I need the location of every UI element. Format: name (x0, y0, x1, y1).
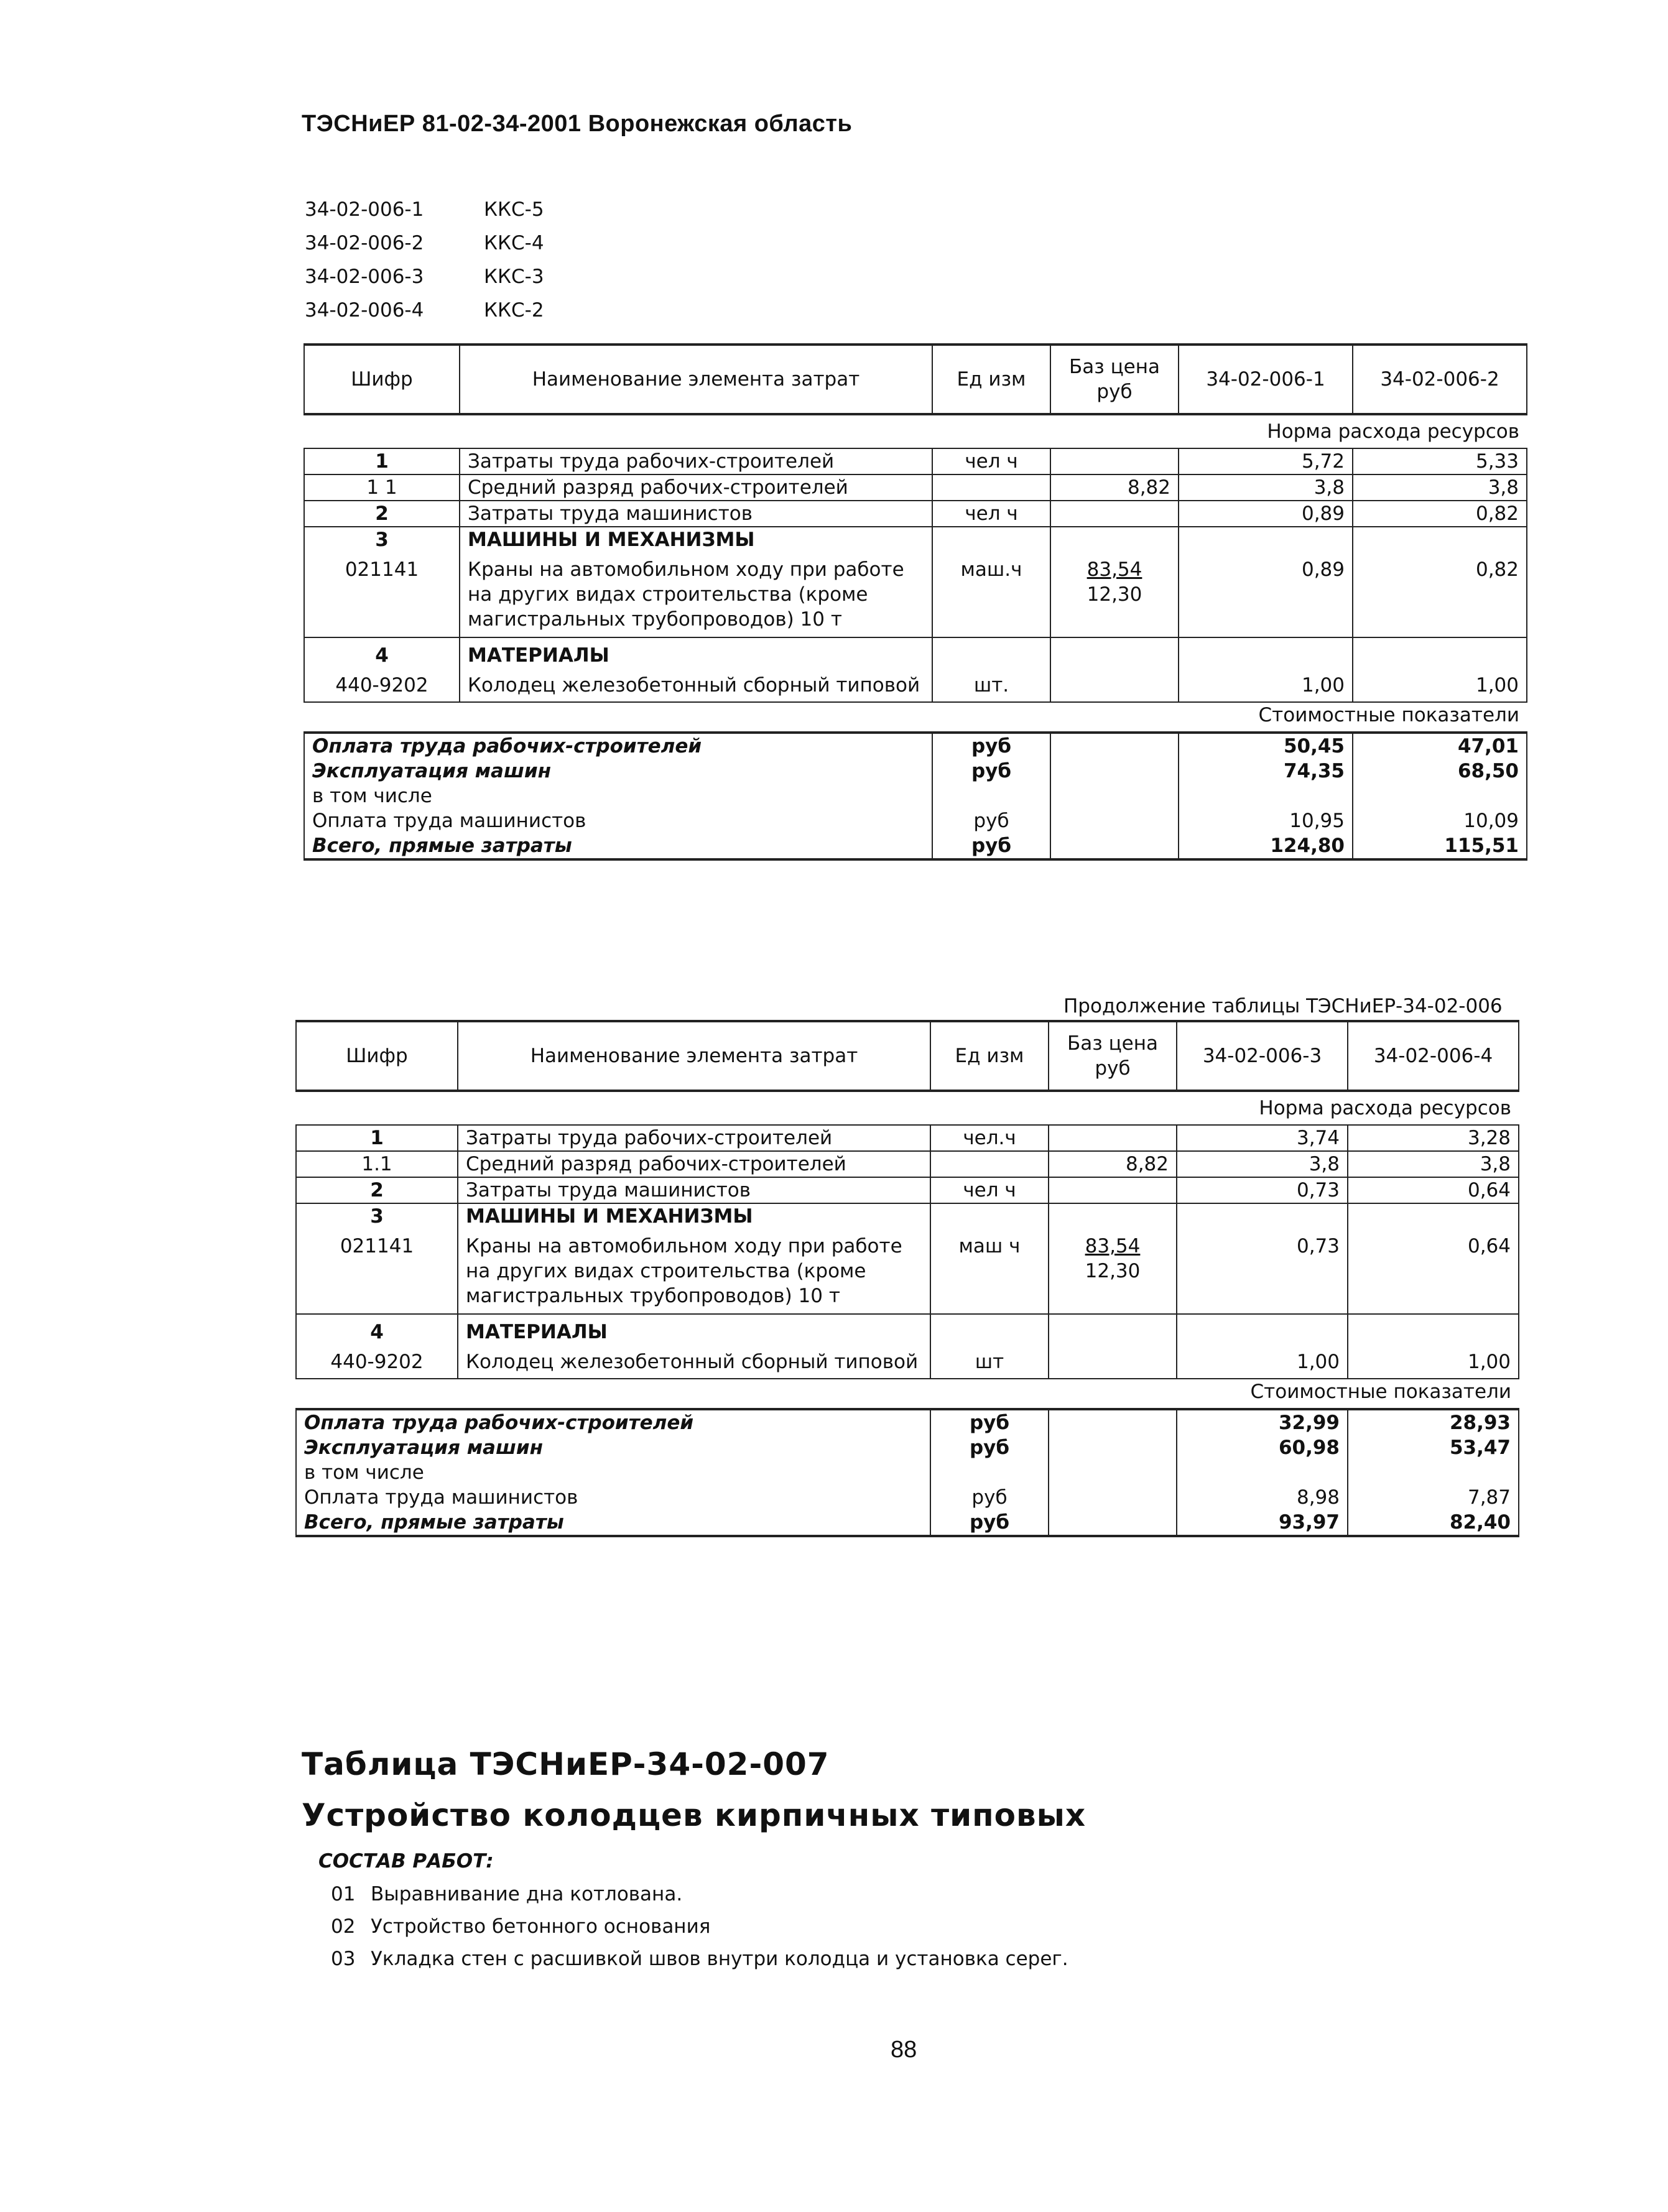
cost-unit: руб (932, 759, 1050, 784)
row-price (1050, 501, 1179, 527)
row-price (1049, 1344, 1177, 1379)
table-row (296, 1177, 1519, 1203)
resource-table-2 (295, 1020, 1519, 1537)
cost-name: Всего, прямые затраты (296, 1510, 930, 1536)
row-unit (930, 1151, 1049, 1177)
table-row (304, 552, 1527, 637)
empty-cell (1049, 1460, 1177, 1485)
header-col1: 34-02-006-3 (1177, 1021, 1348, 1091)
table-section-row (304, 637, 1527, 668)
cost-label: Стоимостные показатели (304, 702, 1527, 733)
row-name: Затраты труда рабочих-строителей (458, 1125, 930, 1151)
cost-value-1: 32,99 (1177, 1409, 1348, 1435)
empty-cell (1050, 759, 1179, 784)
cost-value-2: 53,47 (1348, 1435, 1519, 1460)
row-value-2: 1,00 (1353, 668, 1527, 702)
row-value-1: 0,73 (1177, 1177, 1348, 1203)
row-name: Колодец железобетонный сборный типовой (460, 668, 932, 702)
header-price (1049, 1021, 1177, 1091)
empty-cell (932, 637, 1050, 668)
section-subtitle: Устройство колодцев кирпичных типовых (302, 1797, 1087, 1833)
row-cipher: 4 (296, 1314, 458, 1344)
table-section-row (296, 1314, 1519, 1344)
row-unit: шт. (932, 668, 1050, 702)
row-name: Затраты труда машинистов (458, 1177, 930, 1203)
row-cipher: 1 (304, 448, 460, 474)
empty-cell (1348, 1203, 1519, 1229)
cost-name: Всего, прямые затраты (304, 833, 932, 859)
cost-label: Стоимостные показатели (296, 1379, 1519, 1409)
row-cipher: 021141 (296, 1229, 458, 1314)
table-title: Таблица ТЭСНиЕР-34-02-007 (302, 1746, 830, 1782)
header-price (1050, 345, 1179, 414)
cost-row (304, 733, 1527, 759)
cost-name: Оплата труда машинистов (304, 808, 932, 833)
empty-cell (1179, 637, 1353, 668)
row-value-2: 0,82 (1353, 552, 1527, 637)
row-value-2: 5,33 (1353, 448, 1527, 474)
row-unit: чел ч (932, 448, 1050, 474)
row-cipher: 4 (304, 637, 460, 668)
cost-row (296, 1485, 1519, 1510)
header-unit: Ед изм (930, 1021, 1049, 1091)
row-name: Затраты труда рабочих-строителей (460, 448, 932, 474)
row-name: Средний разряд рабочих-строителей (458, 1151, 930, 1177)
header-col2: 34-02-006-2 (1353, 345, 1527, 414)
table-row (296, 1125, 1519, 1151)
page-number: 88 (891, 2037, 917, 2063)
code-list-item (305, 193, 544, 226)
work-num: 03 (331, 1948, 356, 1970)
header-price-line1: Баз цена (1068, 356, 1161, 378)
row-section-name: МАТЕРИАЛЫ (460, 637, 932, 668)
empty-cell (1050, 784, 1179, 808)
price-total: 83,54 (1085, 1235, 1141, 1257)
row-value-1: 0,89 (1179, 501, 1353, 527)
row-cipher: 3 (296, 1203, 458, 1229)
cost-value-2: 82,40 (1348, 1510, 1519, 1536)
row-unit: чел.ч (930, 1125, 1049, 1151)
empty-cell (930, 1314, 1049, 1344)
cost-value-1: 50,45 (1179, 733, 1353, 759)
header-name: Наименование элемента затрат (458, 1021, 930, 1091)
row-price (1050, 668, 1179, 702)
work-text: Выравнивание дна котлована. (371, 1883, 683, 1905)
table-row (304, 448, 1527, 474)
header-col1: 34-02-006-1 (1179, 345, 1353, 414)
table-row (304, 668, 1527, 702)
row-section-name: МАТЕРИАЛЫ (458, 1314, 930, 1344)
code-list-item (305, 294, 544, 327)
row-value-1: 3,74 (1177, 1125, 1348, 1151)
row-name: Затраты труда машинистов (460, 501, 932, 527)
table-section-row (304, 527, 1527, 552)
empty-cell (1049, 1203, 1177, 1229)
cost-unit (932, 784, 1050, 808)
cost-value-2: 115,51 (1353, 833, 1527, 859)
cost-unit: руб (930, 1485, 1049, 1510)
code: 34-02-006-3 (305, 266, 424, 288)
table-row (304, 474, 1527, 501)
code-name: ККС-5 (484, 198, 544, 221)
cost-row (296, 1460, 1519, 1485)
empty-cell (1050, 637, 1179, 668)
norm-label: Норма расхода ресурсов (304, 414, 1527, 448)
empty-cell (1050, 733, 1179, 759)
header-price-line2: руб (1095, 1057, 1131, 1080)
header-price-line1: Баз цена (1067, 1032, 1159, 1055)
row-cipher: 1 1 (304, 474, 460, 501)
table-row (296, 1151, 1519, 1177)
row-value-2: 0,82 (1353, 501, 1527, 527)
document-header-title: ТЭСНиЕР 81-02-34-2001 Воронежская область (302, 111, 853, 137)
cost-value-1: 8,98 (1177, 1485, 1348, 1510)
row-unit: чел ч (932, 501, 1050, 527)
row-price (1049, 1125, 1177, 1151)
row-name: Средний разряд рабочих-строителей (460, 474, 932, 501)
code-list-item (305, 260, 544, 294)
row-cipher: 021141 (304, 552, 460, 637)
code: 34-02-006-1 (305, 198, 424, 221)
cost-unit: руб (930, 1435, 1049, 1460)
row-value-1: 3,8 (1179, 474, 1353, 501)
price-total: 83,54 (1087, 558, 1142, 581)
row-value-2: 0,64 (1348, 1177, 1519, 1203)
cost-value-2: 47,01 (1353, 733, 1527, 759)
row-unit: маш ч (930, 1229, 1049, 1314)
table-row (296, 1229, 1519, 1314)
code-name: ККС-4 (484, 232, 544, 254)
cost-row-total (296, 1510, 1519, 1536)
price-wages: 12,30 (1085, 1260, 1141, 1282)
cost-value-2 (1353, 784, 1527, 808)
cost-band-row (304, 702, 1527, 733)
cost-row (296, 1409, 1519, 1435)
row-value-1: 5,72 (1179, 448, 1353, 474)
row-unit: чел ч (930, 1177, 1049, 1203)
row-cipher: 2 (296, 1177, 458, 1203)
row-price (1049, 1177, 1177, 1203)
work-item (331, 1878, 1068, 1910)
row-value-1: 1,00 (1179, 668, 1353, 702)
empty-cell (1050, 527, 1179, 552)
cost-unit: руб (930, 1510, 1049, 1536)
continuation-caption: Продолжение таблицы ТЭСНиЕР-34-02-006 (1063, 995, 1503, 1017)
empty-cell (1177, 1203, 1348, 1229)
row-name: Краны на автомобильном ходу при работе на других видах строительства (кроме магистральных трубопроводов) 10 т (458, 1229, 930, 1314)
cost-unit (930, 1460, 1049, 1485)
table-row (296, 1344, 1519, 1379)
code: 34-02-006-4 (305, 299, 424, 322)
row-value-2: 3,8 (1348, 1151, 1519, 1177)
cost-row (296, 1435, 1519, 1460)
work-text: Укладка стен с расшивкой швов внутри колодца и установка серег. (371, 1948, 1068, 1970)
work-composition-label: СОСТАВ РАБОТ: (318, 1850, 494, 1872)
row-value-2: 3,8 (1353, 474, 1527, 501)
row-cipher: 1 (296, 1125, 458, 1151)
row-value-1: 0,89 (1179, 552, 1353, 637)
work-num: 02 (331, 1915, 356, 1938)
row-value-1: 0,73 (1177, 1229, 1348, 1314)
row-value-2: 1,00 (1348, 1344, 1519, 1379)
cost-value-2: 7,87 (1348, 1485, 1519, 1510)
row-price (1049, 1229, 1177, 1314)
empty-cell (1049, 1409, 1177, 1435)
price-wages: 12,30 (1087, 583, 1142, 606)
row-price: 8,82 (1050, 474, 1179, 501)
table-row (304, 501, 1527, 527)
header-unit: Ед изм (932, 345, 1050, 414)
header-cipher: Шифр (304, 345, 460, 414)
row-value-1: 3,8 (1177, 1151, 1348, 1177)
header-cipher: Шифр (296, 1021, 458, 1091)
table-header-row (304, 345, 1527, 414)
cost-row (304, 759, 1527, 784)
row-cipher: 1.1 (296, 1151, 458, 1177)
empty-cell (1049, 1435, 1177, 1460)
header-name: Наименование элемента затрат (460, 345, 932, 414)
row-price: 8,82 (1049, 1151, 1177, 1177)
cost-unit: руб (932, 733, 1050, 759)
header-price-line2: руб (1096, 381, 1133, 403)
work-num: 01 (331, 1883, 356, 1905)
code-list (305, 193, 544, 327)
work-text: Устройство бетонного основания (371, 1915, 711, 1938)
norm-label: Норма расхода ресурсов (296, 1091, 1519, 1125)
cost-value-1: 60,98 (1177, 1435, 1348, 1460)
cost-name: Эксплуатация машин (304, 759, 932, 784)
cost-unit: руб (932, 808, 1050, 833)
row-unit: маш.ч (932, 552, 1050, 637)
row-value-2: 3,28 (1348, 1125, 1519, 1151)
cost-value-1 (1179, 784, 1353, 808)
work-list (331, 1878, 1068, 1975)
cost-value-1: 10,95 (1179, 808, 1353, 833)
empty-cell (1049, 1314, 1177, 1344)
cost-value-1: 124,80 (1179, 833, 1353, 859)
empty-cell (1179, 527, 1353, 552)
empty-cell (932, 527, 1050, 552)
empty-cell (1177, 1314, 1348, 1344)
row-cipher: 2 (304, 501, 460, 527)
row-price (1050, 448, 1179, 474)
cost-value-1: 93,97 (1177, 1510, 1348, 1536)
cost-name: в том числе (304, 784, 932, 808)
row-cipher: 440-9202 (304, 668, 460, 702)
norm-band-row (304, 414, 1527, 448)
empty-cell (930, 1203, 1049, 1229)
cost-value-1: 74,35 (1179, 759, 1353, 784)
cost-row (304, 808, 1527, 833)
resource-table-1 (303, 343, 1527, 861)
row-cipher: 440-9202 (296, 1344, 458, 1379)
work-item (331, 1910, 1068, 1943)
cost-row-total (304, 833, 1527, 859)
cost-name: Оплата труда рабочих-строителей (304, 733, 932, 759)
cost-band-row (296, 1379, 1519, 1409)
row-name: Колодец железобетонный сборный типовой (458, 1344, 930, 1379)
row-section-name: МАШИНЫ И МЕХАНИЗМЫ (460, 527, 932, 552)
empty-cell (1353, 527, 1527, 552)
code-list-item (305, 226, 544, 260)
row-name: Краны на автомобильном ходу при работе на других видах строительства (кроме магистральных трубопроводов) 10 т (460, 552, 932, 637)
cost-name: Оплата труда машинистов (296, 1485, 930, 1510)
row-value-2: 0,64 (1348, 1229, 1519, 1314)
row-value-1: 1,00 (1177, 1344, 1348, 1379)
table-section-row (296, 1203, 1519, 1229)
norm-band-row (296, 1091, 1519, 1125)
cost-value-1 (1177, 1460, 1348, 1485)
table-header-row (296, 1021, 1519, 1091)
cost-name: в том числе (296, 1460, 930, 1485)
cost-value-2: 10,09 (1353, 808, 1527, 833)
cost-row (304, 784, 1527, 808)
code-name: ККС-2 (484, 299, 544, 322)
code-name: ККС-3 (484, 266, 544, 288)
cost-name: Эксплуатация машин (296, 1435, 930, 1460)
empty-cell (1050, 833, 1179, 859)
cost-value-2 (1348, 1460, 1519, 1485)
cost-unit: руб (932, 833, 1050, 859)
row-unit: шт (930, 1344, 1049, 1379)
row-unit (932, 474, 1050, 501)
empty-cell (1049, 1510, 1177, 1536)
cost-unit: руб (930, 1409, 1049, 1435)
work-item (331, 1943, 1068, 1975)
empty-cell (1348, 1314, 1519, 1344)
cost-value-2: 68,50 (1353, 759, 1527, 784)
row-price (1050, 552, 1179, 637)
row-cipher: 3 (304, 527, 460, 552)
row-section-name: МАШИНЫ И МЕХАНИЗМЫ (458, 1203, 930, 1229)
cost-value-2: 28,93 (1348, 1409, 1519, 1435)
empty-cell (1049, 1485, 1177, 1510)
empty-cell (1353, 637, 1527, 668)
empty-cell (1050, 808, 1179, 833)
code: 34-02-006-2 (305, 232, 424, 254)
header-col2: 34-02-006-4 (1348, 1021, 1519, 1091)
cost-name: Оплата труда рабочих-строителей (296, 1409, 930, 1435)
